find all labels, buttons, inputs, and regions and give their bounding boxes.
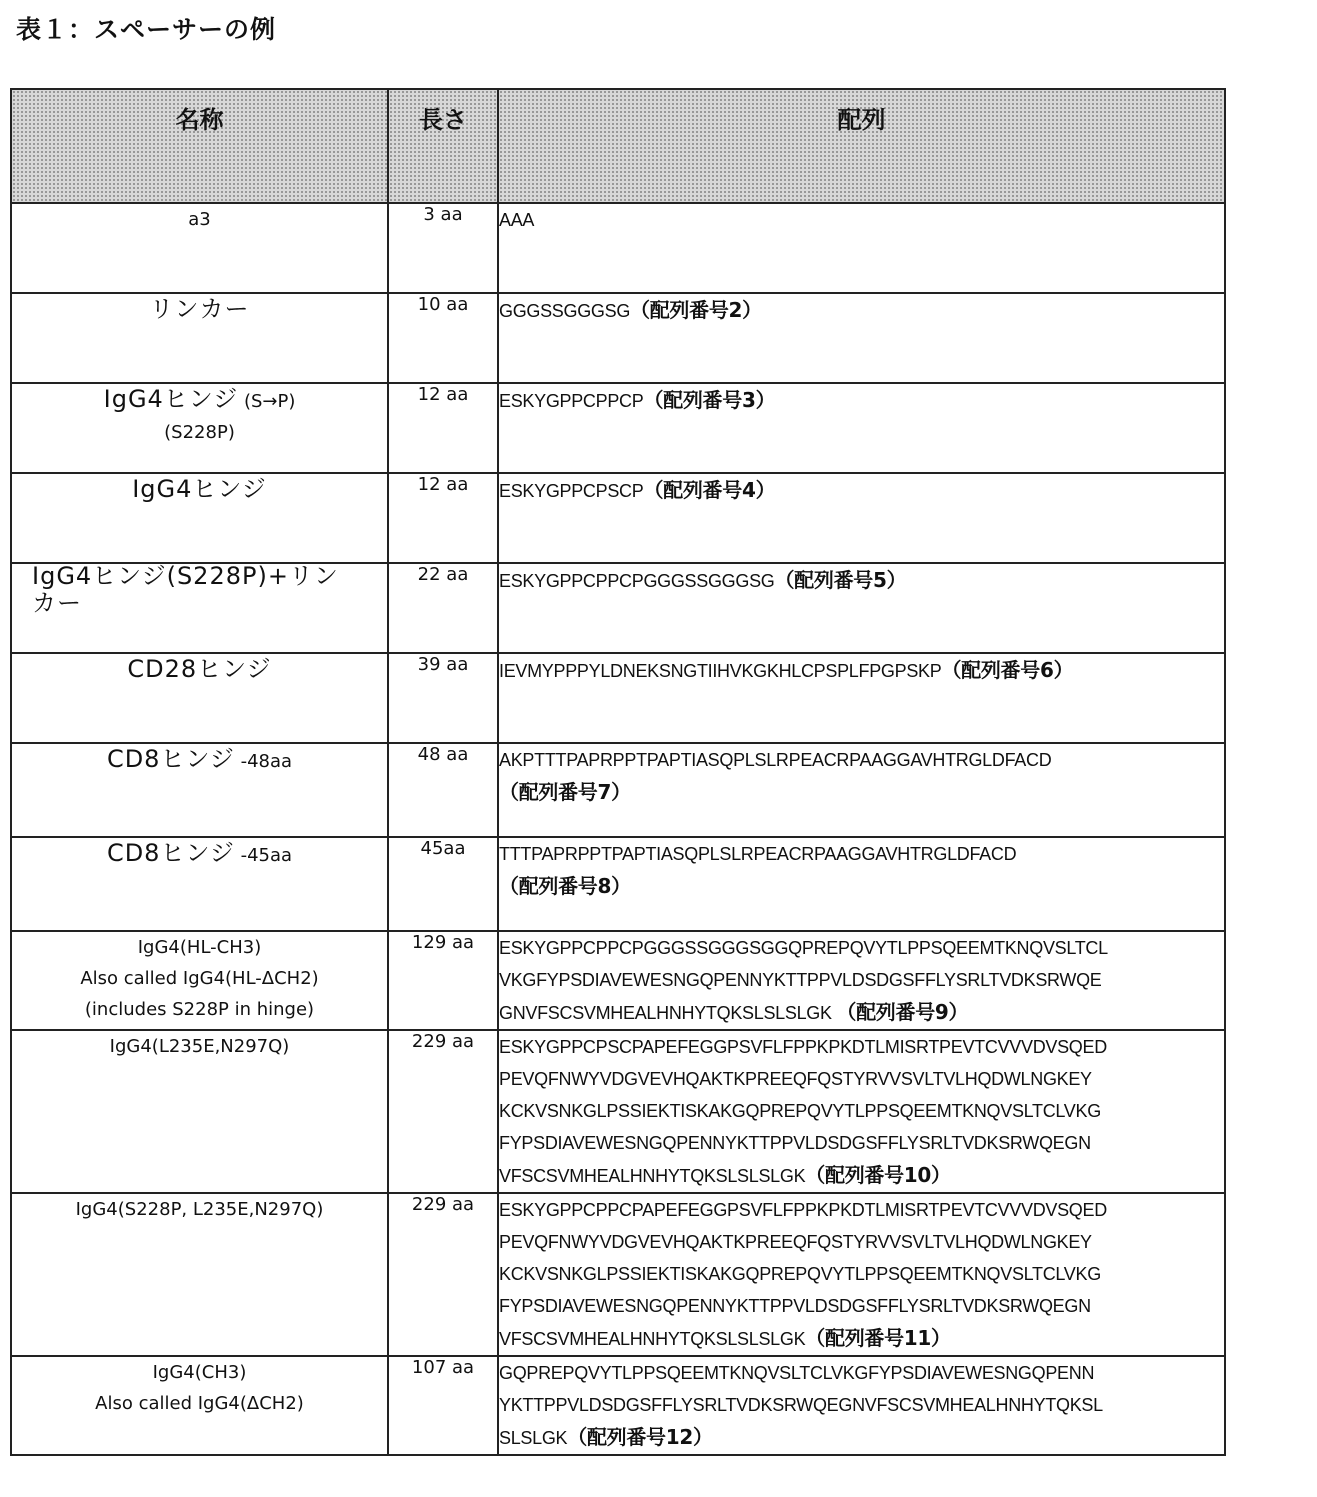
spacer-length: 12 aa [388,383,498,473]
table-row [11,1193,1225,1356]
spacer-name: CD28ヒンジ [11,653,388,743]
spacer-name: IgG4ヒンジ(S228P)+リン カー [11,563,388,653]
table-row [11,1356,1225,1455]
spacer-length: 12 aa [388,473,498,563]
spacer-sequence: GQPREPQVYTLPPSQEEMTKNQVSLTCLVKGFYPSDIAVEWESNGQPENN YKTTPPVLDSDGSFFLYSRLTVDKSRWQEGNVFSCSVMHEALHNHYTQKSL SLSLGK（配列番号12） [498,1356,1225,1455]
spacer-name: IgG4(L235E,N297Q) [11,1030,388,1193]
seq-id-ref: （配列番号3） [643,388,776,412]
spacer-sequence: ESKYGPPCPSCP（配列番号4） [498,473,1225,563]
header-length: 長さ [388,89,498,203]
header-sequence: 配列 [498,89,1225,203]
spacer-sequence: ESKYGPPCPPCPGGGSSGGGSGGQPREPQVYTLPPSQEEMTKNQVSLTCL VKGFYPSDIAVEWESNGQPENNYKTTPPVLDSDGSFFLYSRLTVDKSRWQE GNVFSCSVMHEALHNHYTQKSLSLSLGK （配列番号9） [498,931,1225,1030]
spacer-sequence: ESKYGPPCPPCP（配列番号3） [498,383,1225,473]
spacer-length: 48 aa [388,743,498,837]
seq-id-ref: （配列番号4） [643,478,776,502]
spacer-length: 107 aa [388,1356,498,1455]
table-row [11,653,1225,743]
spacer-length: 10 aa [388,293,498,383]
seq-id-ref: （配列番号9） [836,1000,969,1024]
spacer-sequence: TTTPAPRPPTPAPTIASQPLSLRPEACRPAAGGAVHTRGLDFACD （配列番号8） [498,837,1225,931]
spacer-name: リンカー [11,293,388,383]
seq-id-ref: （配列番号7） [499,780,631,804]
spacer-length: 45aa [388,837,498,931]
spacer-length: 229 aa [388,1030,498,1193]
spacer-table [10,88,1226,1456]
table-row [11,473,1225,563]
spacer-name: CD8ヒンジ -45aa [11,837,388,931]
spacer-sequence: ESKYGPPCPPCPAPEFEGGPSVFLFPPKPKDTLMISRTPEVTCVVVDVSQED PEVQFNWYVDGVEVHQAKTKPREEQFQSTYRVVSVLTVLHQDWLNGKEY KCKVSNKGLPSSIEKTISKAKGQPREPQVYTLPPSQEEMTKNQVSLTCLVKG FYPSDIAVEWESNGQPENNYKTTPPVLDSDGSFFLYSRLTVDKSRWQEGN VFSCSVMHEALHNHYTQKSLSLSLGK（配列番号11） [498,1193,1225,1356]
spacer-name: IgG4(HL-CH3) Also called IgG4(HL-ΔCH2) (includes S228P in hinge) [11,931,388,1030]
spacer-sequence: AKPTTTPAPRPPTPAPTIASQPLSLRPEACRPAAGGAVHTRGLDFACD （配列番号7） [498,743,1225,837]
seq-id-ref: （配列番号8） [499,874,631,898]
spacer-name: IgG4ヒンジ [11,473,388,563]
seq-id-ref: （配列番号6） [941,658,1074,682]
table-row [11,383,1225,473]
header-row [11,89,1225,203]
table-row [11,293,1225,383]
table-row [11,931,1225,1030]
spacer-length: 3 aa [388,203,498,293]
table-row [11,563,1225,653]
seq-id-ref: （配列番号2） [630,298,762,322]
spacer-sequence: ESKYGPPCPSCPAPEFEGGPSVFLFPPKPKDTLMISRTPEVTCVVVDVSQED PEVQFNWYVDGVEVHQAKTKPREEQFQSTYRVVSVLTVLHQDWLNGKEY KCKVSNKGLPSSIEKTISKAKGQPREPQVYTLPPSQEEMTKNQVSLTCLVKG FYPSDIAVEWESNGQPENNYKTTPPVLDSDGSFFLYSRLTVDKSRWQEGN VFSCSVMHEALHNHYTQKSLSLSLGK（配列番号10） [498,1030,1225,1193]
spacer-name: CD8ヒンジ -48aa [11,743,388,837]
spacer-length: 39 aa [388,653,498,743]
spacer-name: IgG4(CH3) Also called IgG4(ΔCH2) [11,1356,388,1455]
spacer-sequence: GGGSSGGGSG（配列番号2） [498,293,1225,383]
table-row [11,1030,1225,1193]
spacer-length: 229 aa [388,1193,498,1356]
header-name: 名称 [11,89,388,203]
spacer-sequence: IEVMYPPPYLDNEKSNGTIIHVKGKHLCPSPLFPGPSKP（配列番号6） [498,653,1225,743]
table-row [11,743,1225,837]
seq-id-ref: （配列番号11） [805,1326,951,1350]
spacer-sequence: ESKYGPPCPPCPGGGSSGGGSG（配列番号5） [498,563,1225,653]
seq-id-ref: （配列番号12） [567,1425,713,1449]
spacer-length: 22 aa [388,563,498,653]
spacer-length: 129 aa [388,931,498,1030]
table-title: 表１：スペーサーの例 [16,15,277,44]
seq-id-ref: （配列番号5） [774,568,907,592]
table-row [11,203,1225,293]
seq-id-ref: （配列番号10） [805,1163,951,1187]
spacer-name: IgG4(S228P, L235E,N297Q) [11,1193,388,1356]
spacer-name: a3 [11,203,388,293]
spacer-sequence: AAA [498,203,1225,293]
table-row [11,837,1225,931]
spacer-name: IgG4ヒンジ (S→P) (S228P) [11,383,388,473]
